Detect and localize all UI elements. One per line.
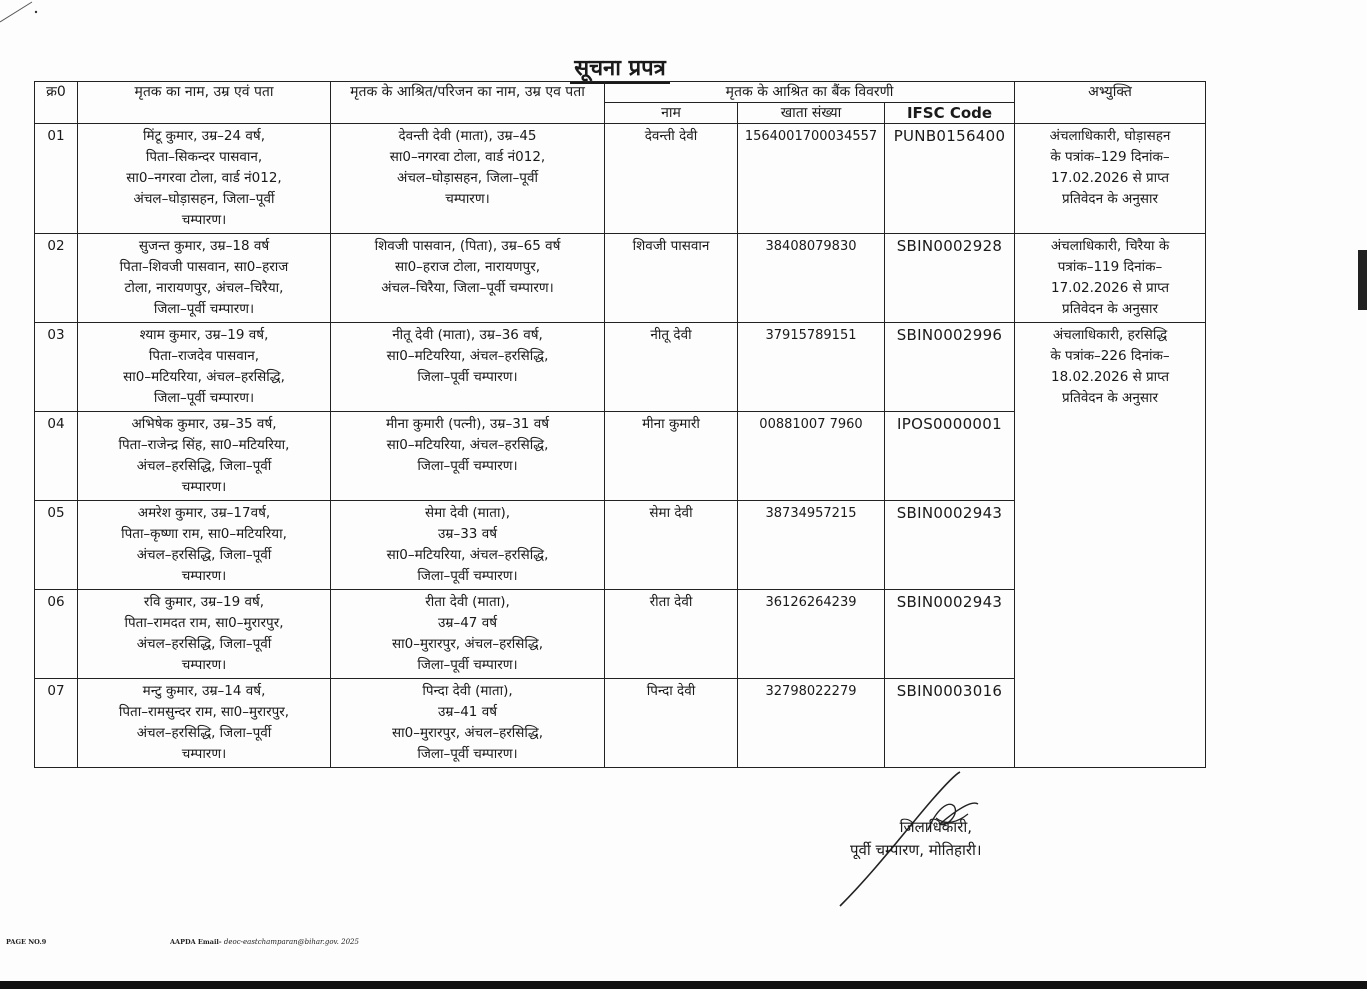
deceased-line: सा0–नगरवा टोला, वार्ड नं012, [126, 170, 282, 186]
header-bank-details: मृतक के आश्रित का बैंक विवरणी [605, 82, 1015, 103]
cell-ifsc-code: SBIN0002943 [885, 501, 1015, 590]
dependent-line: अंचल–चिरैया, जिला–पूर्वी चम्पारण। [381, 280, 554, 296]
dependent-line: सा0–मटियरिया, अंचल–हरसिद्धि, [386, 437, 549, 453]
cell-dependent [331, 501, 605, 590]
header-bank-name: नाम [605, 103, 738, 124]
dependent-line: चम्पारण। [445, 191, 490, 207]
dependent-line: सा0–नगरवा टोला, वार्ड नं012, [389, 149, 546, 165]
remark-line: के पत्रांक–129 दिनांक– [1050, 149, 1170, 165]
deceased-line: पिता–सिकन्दर पासवान, [145, 149, 263, 165]
dependent-line: जिला–पूर्वी चम्पारण। [417, 568, 518, 584]
cell-ifsc-code: SBIN0002996 [885, 323, 1015, 412]
cell-deceased [78, 124, 331, 234]
dependent-line: नीतू देवी (माता), उम्र–36 वर्ष, [392, 327, 543, 343]
table-body [35, 124, 1206, 768]
deceased-line: चम्पारण। [181, 746, 227, 762]
header-bank-account: खाता संख्या [738, 103, 885, 124]
dependent-line: जिला–पूर्वी चम्पारण। [417, 458, 518, 474]
deceased-line: अमरेश कुमार, उम्र–17वर्ष, [137, 505, 271, 521]
deceased-line: टोला, नारायणपुर, अंचल–चिरैया, [124, 280, 284, 296]
deceased-line: अंचल–घोड़ासहन, जिला–पूर्वी [133, 191, 275, 207]
deceased-line: चम्पारण। [181, 657, 227, 673]
deceased-line: पिता–रामदत राम, सा0–मुरारपुर, [124, 615, 284, 631]
signature-block [850, 816, 982, 862]
remark-line: 17.02.2026 से प्राप्त [1050, 280, 1170, 296]
dependent-line: सा0–मुरारपुर, अंचल–हरसिद्धि, [391, 636, 544, 652]
cell-deceased [78, 590, 331, 679]
cell-account-number: 00881007 7960 [738, 412, 885, 501]
deceased-line: अंचल–हरसिद्धि, जिला–पूर्वी [136, 547, 272, 563]
cell-serial: 05 [35, 501, 78, 590]
cell-serial: 01 [35, 124, 78, 234]
cell-ifsc-code: IPOS0000001 [885, 412, 1015, 501]
dependent-line: जिला–पूर्वी चम्पारण। [417, 746, 518, 762]
document-title-text: सूचना प्रपत्र [570, 55, 670, 84]
deceased-line: पिता–राजदेव पासवान, [148, 348, 260, 364]
deceased-line: पिता–रामसुन्दर राम, सा0–मुरारपुर, [118, 704, 290, 720]
dependent-line: मीना कुमारी (पत्नी), उम्र–31 वर्ष [385, 416, 549, 432]
cell-deceased [78, 234, 331, 323]
cell-dependent [331, 323, 605, 412]
header-remark: अभ्युक्ति [1015, 82, 1206, 124]
header-dependent: मृतक के आश्रित/परिजन का नाम, उम्र एव पता [331, 82, 605, 124]
dependent-line: उम्र–41 वर्ष [438, 704, 497, 720]
deceased-line: अंचल–हरसिद्धि, जिला–पूर्वी [136, 725, 272, 741]
deceased-line: चम्पारण। [181, 212, 227, 228]
cell-account-number: 38734957215 [738, 501, 885, 590]
dependent-line: सेमा देवी (माता), [424, 505, 511, 521]
cell-dependent [331, 234, 605, 323]
cell-ifsc-code: PUNB0156400 [885, 124, 1015, 234]
header-sn: क्र0 [35, 82, 78, 124]
cell-bank-name: नीतू देवी [605, 323, 738, 412]
remark-line: प्रतिवेदन के अनुसार [1062, 191, 1158, 207]
cell-account-number: 1564001700034557 [738, 124, 885, 234]
cell-remark [1015, 124, 1206, 234]
dependent-line: उम्र–47 वर्ष [438, 615, 497, 631]
remark-line: अंचलाधिकारी, हरसिद्धि [1052, 327, 1168, 343]
dependent-line: पिन्दा देवी (माता), [422, 683, 513, 699]
remark-line: अंचलाधिकारी, घोड़ासहन [1049, 128, 1171, 144]
dependent-line: सा0–हराज टोला, नारायणपुर, [394, 259, 541, 275]
dependent-line: जिला–पूर्वी चम्पारण। [417, 369, 518, 385]
cell-remark [1015, 234, 1206, 323]
remark-line: प्रतिवेदन के अनुसार [1062, 301, 1158, 317]
deceased-line: श्याम कुमार, उम्र–19 वर्ष, [139, 327, 269, 343]
cell-account-number: 38408079830 [738, 234, 885, 323]
deceased-line: अंचल–हरसिद्धि, जिला–पूर्वी [136, 458, 272, 474]
cell-bank-name: मीना कुमारी [605, 412, 738, 501]
header-row [35, 82, 1206, 103]
remark-line: 18.02.2026 से प्राप्त [1050, 369, 1170, 385]
cell-ifsc-code: SBIN0003016 [885, 679, 1015, 768]
dependent-line: उम्र–33 वर्ष [438, 526, 497, 542]
dependent-line: सा0–मटियरिया, अंचल–हरसिद्धि, [386, 348, 549, 364]
cell-serial: 07 [35, 679, 78, 768]
deceased-line: रवि कुमार, उम्र–19 वर्ष, [143, 594, 265, 610]
cell-serial: 06 [35, 590, 78, 679]
dependent-line: सा0–मटियरिया, अंचल–हरसिद्धि, [386, 547, 549, 563]
deceased-line: सुजन्त कुमार, उम्र–18 वर्ष [138, 238, 270, 254]
cell-account-number: 32798022279 [738, 679, 885, 768]
dependent-line: अंचल–घोड़ासहन, जिला–पूर्वी [397, 170, 538, 186]
cell-dependent [331, 124, 605, 234]
table-row [35, 323, 1206, 412]
cell-serial: 02 [35, 234, 78, 323]
cell-ifsc-code: SBIN0002943 [885, 590, 1015, 679]
cell-ifsc-code: SBIN0002928 [885, 234, 1015, 323]
deceased-line: चम्पारण। [181, 568, 227, 584]
table-row [35, 124, 1206, 234]
cell-dependent [331, 679, 605, 768]
footer-email-value: deoc-eastchamparan@bihar.gov. 2025 [223, 938, 359, 946]
footer-email-label: AAPDA Email- [170, 938, 222, 946]
dependent-line: रीता देवी (माता), [425, 594, 510, 610]
cell-bank-name: सेमा देवी [605, 501, 738, 590]
dependent-line: सा0–मुरारपुर, अंचल–हरसिद्धि, [391, 725, 544, 741]
cell-account-number: 37915789151 [738, 323, 885, 412]
header-deceased: मृतक का नाम, उम्र एवं पता [78, 82, 331, 124]
deceased-line: चम्पारण। [181, 479, 227, 495]
footer-email [170, 938, 359, 946]
dependent-line: देवन्ती देवी (माता), उम्र–45 [398, 128, 537, 144]
dependent-line: शिवजी पासवान, (पिता), उम्र–65 वर्ष [374, 238, 561, 254]
cell-deceased [78, 679, 331, 768]
deceased-line: जिला–पूर्वी चम्पारण। [153, 390, 255, 406]
cell-serial: 03 [35, 323, 78, 412]
dependent-line: जिला–पूर्वी चम्पारण। [417, 657, 518, 673]
cell-dependent [331, 412, 605, 501]
scan-edge-mark [1358, 250, 1367, 310]
cell-bank-name: पिन्दा देवी [605, 679, 738, 768]
deceased-line: जिला–पूर्वी चम्पारण। [153, 301, 255, 317]
remark-line: अंचलाधिकारी, चिरैया के [1050, 238, 1170, 254]
cell-bank-name: रीता देवी [605, 590, 738, 679]
deceased-line: सा0–मटियरिया, अंचल–हरसिद्धि, [123, 369, 285, 385]
table-row [35, 234, 1206, 323]
remark-line: के पत्रांक–226 दिनांक– [1050, 348, 1170, 364]
cell-account-number: 36126264239 [738, 590, 885, 679]
signature-designation: जिलाधिकारी, [899, 818, 972, 836]
deceased-line: पिता–शिवजी पासवान, सा0–हराज [119, 259, 289, 275]
footer-page-number: PAGE NO.9 [6, 938, 47, 946]
header-bank-ifsc: IFSC Code [885, 103, 1015, 124]
cell-deceased [78, 323, 331, 412]
scan-corner-mark [0, 0, 40, 30]
signature-office: पूर्वी चम्पारण, मोतिहारी। [850, 841, 982, 859]
document-title [0, 52, 1240, 82]
deceased-line: पिता–कृष्णा राम, सा0–मटियरिया, [121, 526, 287, 542]
deceased-line: मन्टु कुमार, उम्र–14 वर्ष, [142, 683, 266, 699]
cell-remark-merged [1015, 323, 1206, 768]
scan-bottom-bar [0, 981, 1367, 989]
information-table [34, 81, 1206, 768]
cell-bank-name: शिवजी पासवान [605, 234, 738, 323]
cell-serial: 04 [35, 412, 78, 501]
deceased-line: मिंटू कुमार, उम्र–24 वर्ष, [143, 128, 265, 144]
remark-line: प्रतिवेदन के अनुसार [1062, 390, 1158, 406]
deceased-line: पिता–राजेन्द्र सिंह, सा0–मटियरिया, [118, 437, 290, 453]
remark-line: पत्रांक–119 दिनांक– [1057, 259, 1163, 275]
deceased-line: अंचल–हरसिद्धि, जिला–पूर्वी [136, 636, 272, 652]
cell-bank-name: देवन्ती देवी [605, 124, 738, 234]
cell-dependent [331, 590, 605, 679]
cell-deceased [78, 501, 331, 590]
remark-line: 17.02.2026 से प्राप्त [1050, 170, 1170, 186]
deceased-line: अभिषेक कुमार, उम्र–35 वर्ष, [131, 416, 277, 432]
cell-deceased [78, 412, 331, 501]
